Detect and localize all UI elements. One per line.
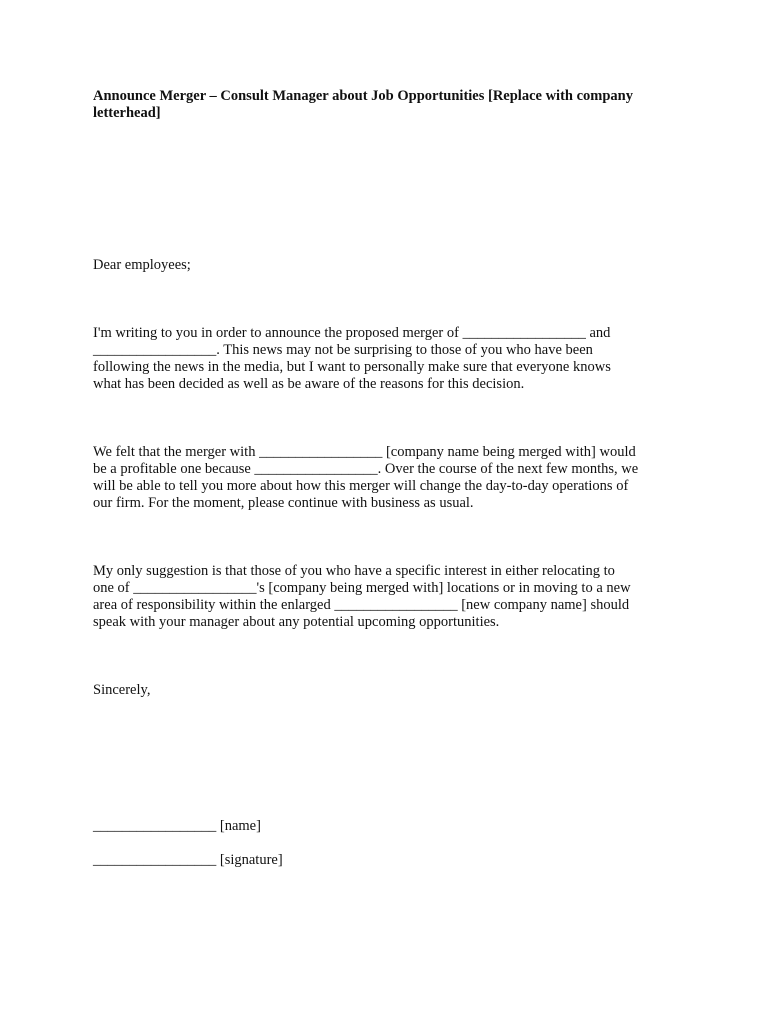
document-title: Announce Merger – Consult Manager about Job Opportunities [Replace with company letterhead]: [93, 88, 633, 121]
salutation: Dear employees;: [93, 257, 191, 273]
paragraph-job-opportunities: My only suggestion is that those of you who have a specific interest in either relocating to one of _________________'s [company being merged with] locations or in moving to a new area of responsibility within the enlarged _________________ [new company name] should speak with your manager about any potential upcoming opportunities.: [93, 563, 631, 630]
signature-name-line: _________________ [name]: [93, 818, 261, 834]
paragraph-merger-announcement: I'm writing to you in order to announce the proposed merger of _________________ and _________________. This news may not be surprising to those of you who have been following the news in the media, but I want to personally make sure that everyone knows what has been decided as well as be aware of the reasons for this decision.: [93, 325, 611, 392]
signature-line: _________________ [signature]: [93, 852, 283, 868]
letter-body: [93, 88, 683, 869]
closing: Sincerely,: [93, 682, 151, 698]
paragraph-merger-reasons: We felt that the merger with _________________ [company name being merged with] would be a profitable one because _________________. Over the course of the next few months, we will be able to tell you more about how this merger will change the day-to-day operations of our firm. For the moment, please continue with business as usual.: [93, 444, 639, 511]
